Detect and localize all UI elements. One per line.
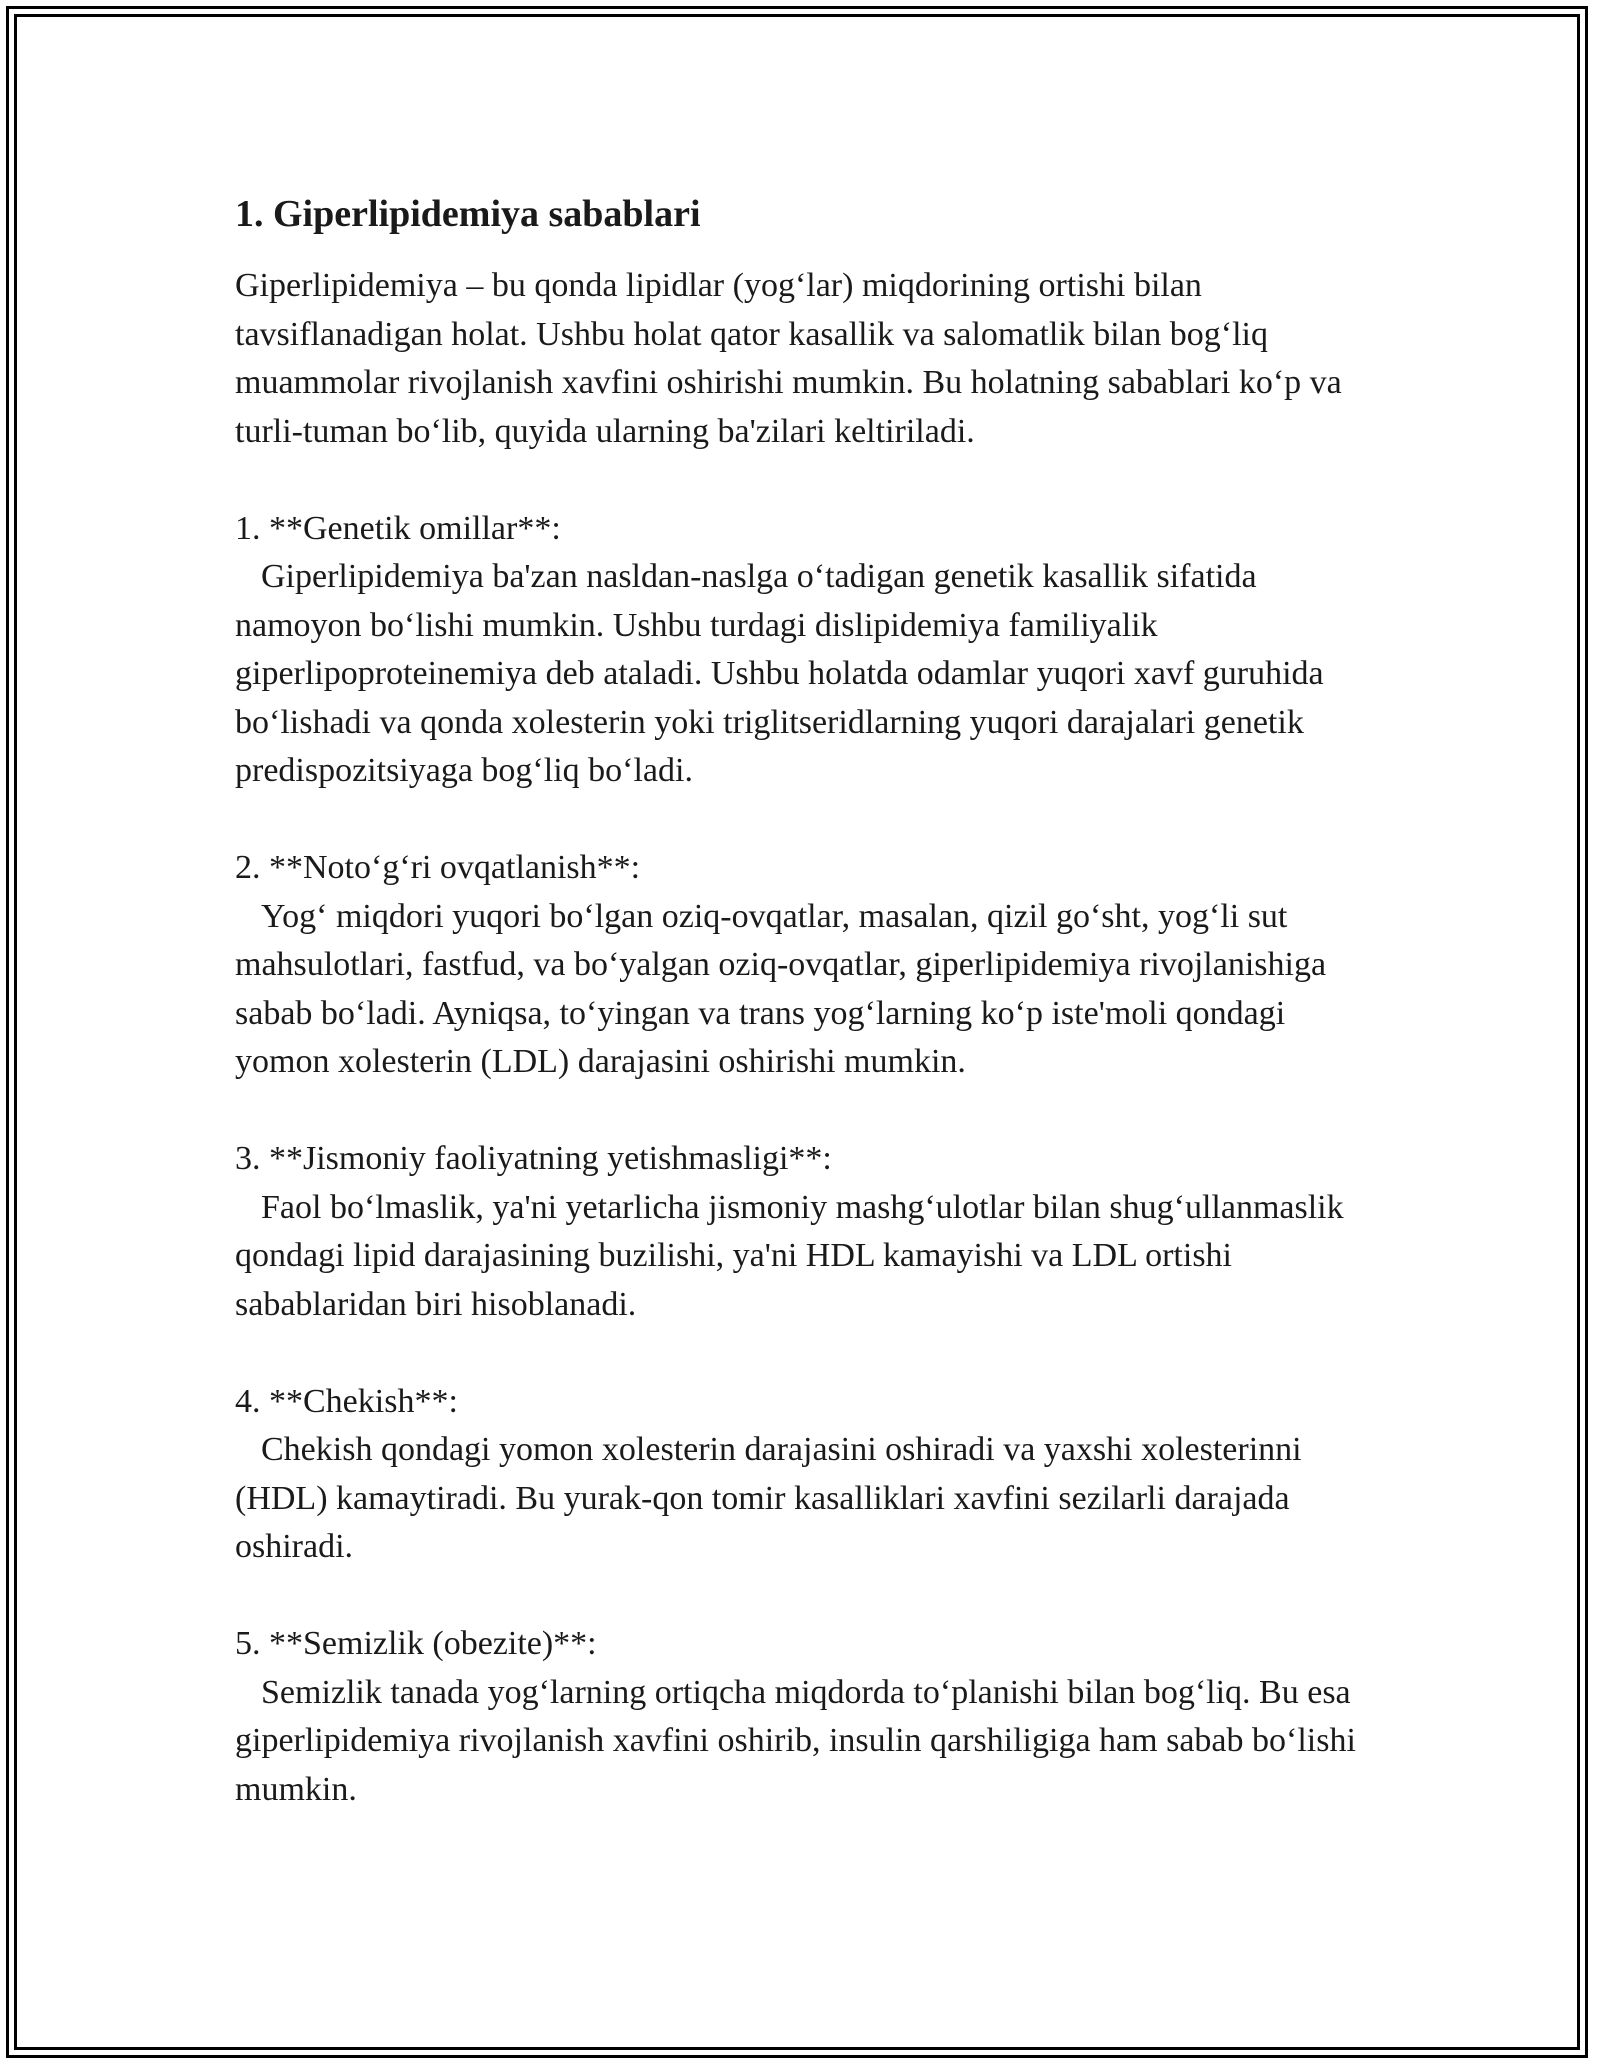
list-item-genetic-factors [235, 505, 1375, 796]
list-item-smoking [235, 1378, 1375, 1572]
list-item-obesity [235, 1620, 1375, 1814]
list-item-body: Chekish qondagi yomon xolesterin darajasini oshiradi va yaxshi xolesterinni (HDL) kamaytiradi. Bu yurak-qon tomir kasalliklari xavfini sezilarli darajada oshiradi. [235, 1431, 1302, 1565]
paragraph-gap [235, 1087, 1375, 1136]
list-item-physical-inactivity [235, 1135, 1375, 1329]
intro-paragraph: Giperlipidemiya – bu qonda lipidlar (yog‘lar) miqdorining ortishi bilan tavsiflanadigan holat. Ushbu holat qator kasallik va salomatlik bilan bog‘liq muammolar rivojlanish xavfini oshirishi mumkin. Bu holatning sabablari ko‘p va turli-tuman bo‘lib, quyida ularning ba'zilari keltiriladi. [235, 267, 1351, 450]
list-item-heading: 1. **Genetik omillar**: [235, 509, 561, 547]
list-item-body: Yog‘ miqdori yuqori bo‘lgan oziq-ovqatlar, masalan, qizil go‘sht, yog‘li sut mahsulotlari, fastfud, va bo‘yalgan oziq-ovqatlar, giperlipidemiya rivojlanishiga sabab bo‘ladi. Ayniqsa, to‘yingan va trans yog‘larning ko‘p iste'moli qondagi yomon xolesterin (LDL) darajasini oshirishi mumkin. [235, 897, 1327, 1080]
list-item-poor-nutrition [235, 844, 1375, 1087]
paragraph-gap [235, 456, 1375, 505]
list-item-heading: 5. **Semizlik (obezite)**: [235, 1625, 597, 1662]
paragraph-gap [235, 796, 1375, 845]
list-item-body: Semizlik tanada yog‘larning ortiqcha miqdorda to‘planishi bilan bog‘liq. Bu esa giperlipidemiya rivojlanish xavfini oshirib, insulin qarshiligiga ham sabab bo‘lishi mumkin. [235, 1673, 1356, 1808]
list-item-heading: 4. **Chekish**: [235, 1382, 458, 1420]
document-title: 1. Giperlipidemiya sabablari [235, 193, 701, 235]
paragraph-gap [235, 1572, 1375, 1621]
paragraph-gap [235, 1329, 1375, 1378]
list-item-heading: 3. **Jismoniy faoliyatning yetishmasligi**: [235, 1140, 832, 1177]
list-item-heading: 2. **Noto‘g‘ri ovqatlanish**: [235, 849, 641, 886]
list-item-body: Faol bo‘lmaslik, ya'ni yetarlicha jismoniy mashg‘ulotlar bilan shug‘ullanmaslik qondagi lipid darajasining buzilishi, ya'ni HDL kamayishi va LDL ortishi sabablaridan biri hisoblanadi. [235, 1188, 1344, 1323]
document-body [235, 188, 1375, 1814]
list-item-body: Giperlipidemiya ba'zan nasldan-naslga o‘tadigan genetik kasallik sifatida namoyon bo‘lishi mumkin. Ushbu turdagi dislipidemiya familiyalik giperlipoproteinemiya deb ataladi. Ushbu holatda odamlar yuqori xavf guruhida bo‘lishadi va qonda xolesterin yoki triglitseridlarning yuqori darajalari genetik predispozitsiyaga bog‘liq bo‘ladi. [235, 558, 1324, 789]
